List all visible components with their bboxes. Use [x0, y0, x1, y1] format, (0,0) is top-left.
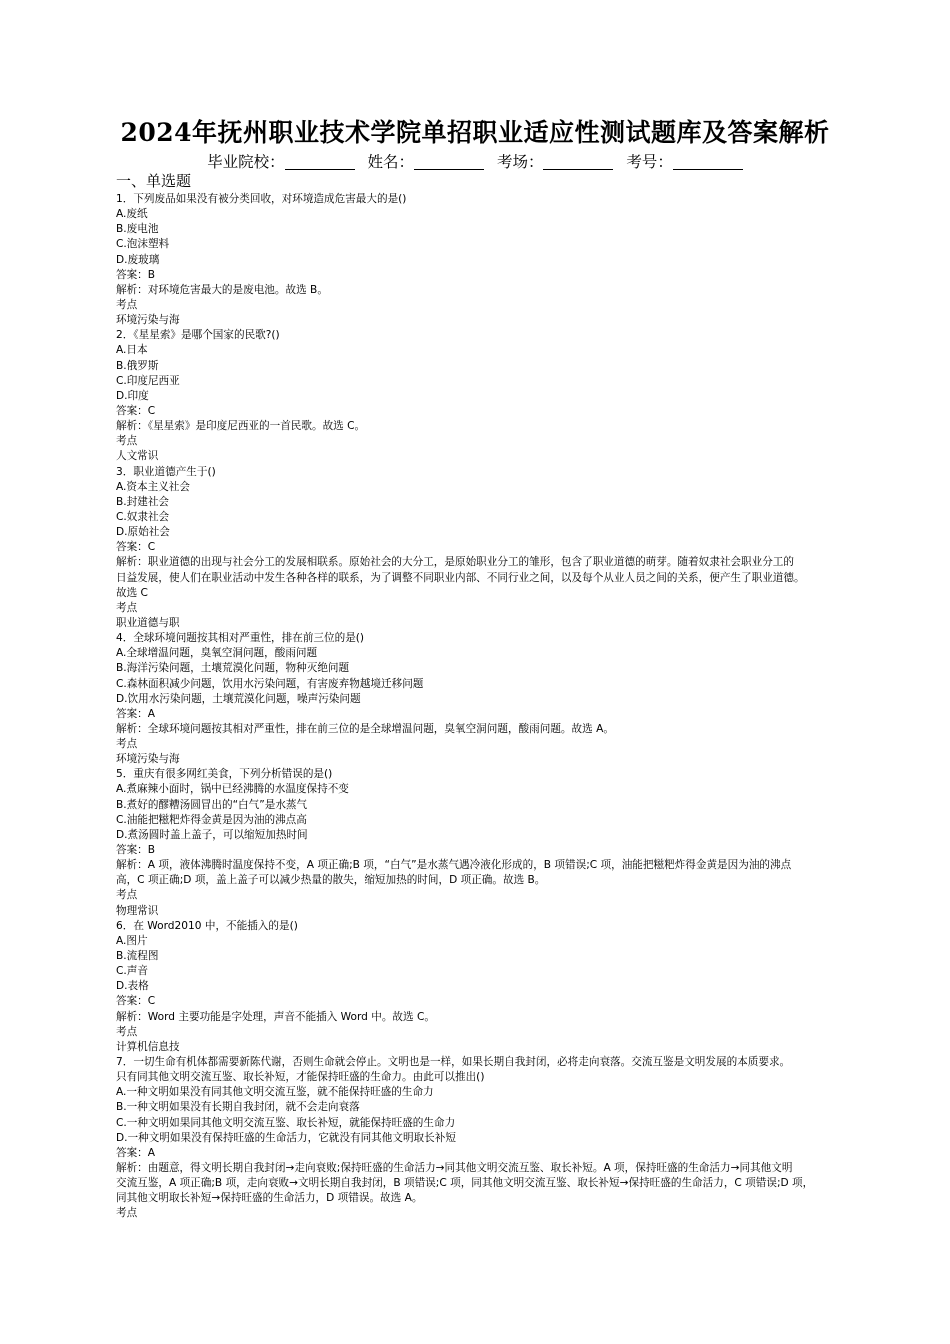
text-line: 解析：全球环境问题按其相对严重性，排在前三位的是全球增温问题，臭氧空洞问题，酸雨问题。故选 A。 — [116, 722, 614, 735]
text-line: C.泡沫塑料 — [116, 238, 170, 251]
document-title: 2024年抚州职业技术学院单招职业适应性测试题库及答案解析 — [120, 118, 830, 147]
text-line: 答案：C — [116, 541, 156, 554]
text-line: 解析：由题意，得文明长期自我封闭→走向衰败;保持旺盛的生命活力→同其他文明交流互鉴、取长补短。A 项，保持旺盛的生命活力→同其他文明 — [116, 1162, 793, 1174]
text-line: 交流互鉴，A 项正确;B 项，走向衰败→文明长期自我封闭，B 项错误;C 项，同其他文明交流互鉴、取长补短→保持旺盛的生命活力，C 项错误;D 项， — [116, 1177, 814, 1190]
text-line: 高，C 项正确;D 项，盖上盖子可以减少热量的散失，缩短加热的时间，D 项正确。故选 B。 — [116, 874, 546, 887]
exam-info-line — [0, 151, 950, 173]
text-line: B.一种文明如果没有长期自我封闭，就不会走向衰落 — [116, 1101, 360, 1114]
text-line: 考点 — [116, 298, 138, 311]
text-line: 考点 — [116, 1025, 138, 1038]
name-label: 姓名： — [367, 153, 415, 171]
text-line: 6．在 Word2010 中，不能插入的是() — [116, 919, 298, 932]
text-line: A.日本 — [116, 344, 148, 357]
text-line: 4．全球环境问题按其相对严重性，排在前三位的是() — [116, 632, 365, 645]
text-line: 解析：职业道德的出现与社会分工的发展相联系。原始社会的大分工，是原始职业分工的雏形，包含了职业道德的萌芽。随着奴隶社会职业分工的 — [116, 556, 794, 569]
text-line: 考点 — [116, 435, 138, 448]
text-line: 人文常识 — [116, 450, 159, 463]
text-line: 答案：A — [116, 707, 156, 720]
text-line: 环境污染与海 — [116, 753, 180, 766]
text-line: B.海洋污染问题，土壤荒漠化问题，物种灭绝问题 — [116, 662, 350, 675]
text-line: C.奴隶社会 — [116, 510, 170, 523]
text-line: 故选 C — [116, 586, 148, 599]
text-line: D.饮用水污染问题，土壤荒漠化问题，噪声污染问题 — [116, 692, 361, 705]
text-line: C.印度尼西亚 — [116, 374, 180, 387]
text-line: B.流程图 — [116, 950, 159, 963]
text-line: B.废电池 — [116, 223, 159, 236]
school-blank — [285, 153, 355, 170]
text-line: 职业道德与职 — [116, 616, 180, 629]
text-line: A.一种文明如果没有同其他文明交流互鉴，就不能保持旺盛的生命力 — [116, 1086, 434, 1099]
name-blank — [414, 153, 484, 170]
section-heading: 一、单选题 — [116, 172, 192, 190]
text-line: 日益发展，使人们在职业活动中发生各种各样的联系，为了调整不同职业内部、不同行业之间，以及每个从业人员之间的关系，便产生了职业道德。 — [116, 571, 805, 584]
text-line: 只有同其他文明交流互鉴、取长补短，才能保持旺盛的生命力。由此可以推出() — [116, 1071, 485, 1084]
text-line: 考点 — [116, 889, 138, 902]
text-line: D.一种文明如果没有保持旺盛的生命活力，它就没有同其他文明取长补短 — [116, 1131, 456, 1144]
text-line: 同其他文明取长补短→保持旺盛的生命活力，D 项错误。故选 A。 — [116, 1192, 423, 1205]
text-line: 物理常识 — [116, 904, 159, 917]
text-line: A.全球增温问题，臭氧空洞问题，酸雨问题 — [116, 647, 318, 660]
text-line: B.俄罗斯 — [116, 359, 159, 372]
text-line: 计算机信息技 — [116, 1040, 180, 1053]
text-line: 考点 — [116, 1207, 138, 1220]
text-line: 考点 — [116, 601, 138, 614]
text-line: 考点 — [116, 738, 138, 751]
text-line: D.废玻璃 — [116, 253, 160, 266]
number-label: 考号： — [626, 153, 673, 171]
text-line: 答案：C — [116, 404, 156, 417]
text-line: B.封建社会 — [116, 495, 170, 508]
text-line: 解析：Word 主要功能是字处理，声音不能插入 Word 中。故选 C。 — [116, 1010, 435, 1023]
room-label: 考场： — [496, 153, 544, 171]
text-line: C.声音 — [116, 965, 148, 978]
text-line: 1．下列废品如果没有被分类回收，对环境造成危害最大的是() — [116, 193, 407, 205]
text-line: 7．一切生命有机体都需要新陈代谢，否则生命就会停止。文明也是一样，如果长期自我封闭，必将走向衰落。交流互鉴是文明发展的本质要求。 — [116, 1056, 791, 1069]
text-line: A.废纸 — [116, 208, 148, 221]
question-body — [116, 192, 836, 1222]
number-blank — [673, 153, 743, 170]
text-line: 解析：对环境危害最大的是废电池。故选 B。 — [116, 283, 328, 296]
text-line: B.煮好的醪糟汤圆冒出的“白气”是水蒸气 — [116, 798, 308, 811]
text-line: 环境污染与海 — [116, 314, 180, 327]
text-line: C.油能把糍粑炸得金黄是因为油的沸点高 — [116, 813, 307, 826]
text-line: 答案：C — [116, 995, 156, 1008]
text-line: A.资本主义社会 — [116, 480, 190, 493]
text-line: 答案：A — [116, 1146, 156, 1159]
text-line: A.图片 — [116, 934, 148, 947]
text-line: 答案：B — [116, 268, 156, 281]
text-line: D.原始社会 — [116, 526, 170, 539]
room-blank — [543, 153, 613, 170]
text-line: A.煮麻辣小面时，锅中已经沸腾的水温度保持不变 — [116, 783, 349, 796]
text-line: 3．职业道德产生于() — [116, 465, 216, 478]
text-line: D.表格 — [116, 980, 149, 993]
text-line: D.印度 — [116, 389, 149, 402]
text-line: 答案：B — [116, 844, 156, 857]
text-line: 5．重庆有很多网红美食，下列分析错误的是() — [116, 768, 333, 781]
school-label: 毕业院校： — [207, 153, 285, 171]
text-line: C.一种文明如果同其他文明交流互鉴、取长补短，就能保持旺盛的生命力 — [116, 1116, 456, 1129]
text-line: C.森林面积减少问题，饮用水污染问题，有害废弃物越境迁移问题 — [116, 677, 424, 690]
text-line: D.煮汤圆时盖上盖子，可以缩短加热时间 — [116, 828, 308, 841]
text-line: 2．《星星索》是哪个国家的民歌?() — [116, 329, 280, 342]
text-line: 解析：A 项，液体沸腾时温度保持不变，A 项正确;B 项，“白气”是水蒸气遇冷液化形成的，B 项错误;C 项，油能把糍粑炸得金黄是因为油的沸点 — [116, 859, 792, 872]
text-line: 解析：《星星索》是印度尼西亚的一首民歌。故选 C。 — [116, 420, 366, 433]
